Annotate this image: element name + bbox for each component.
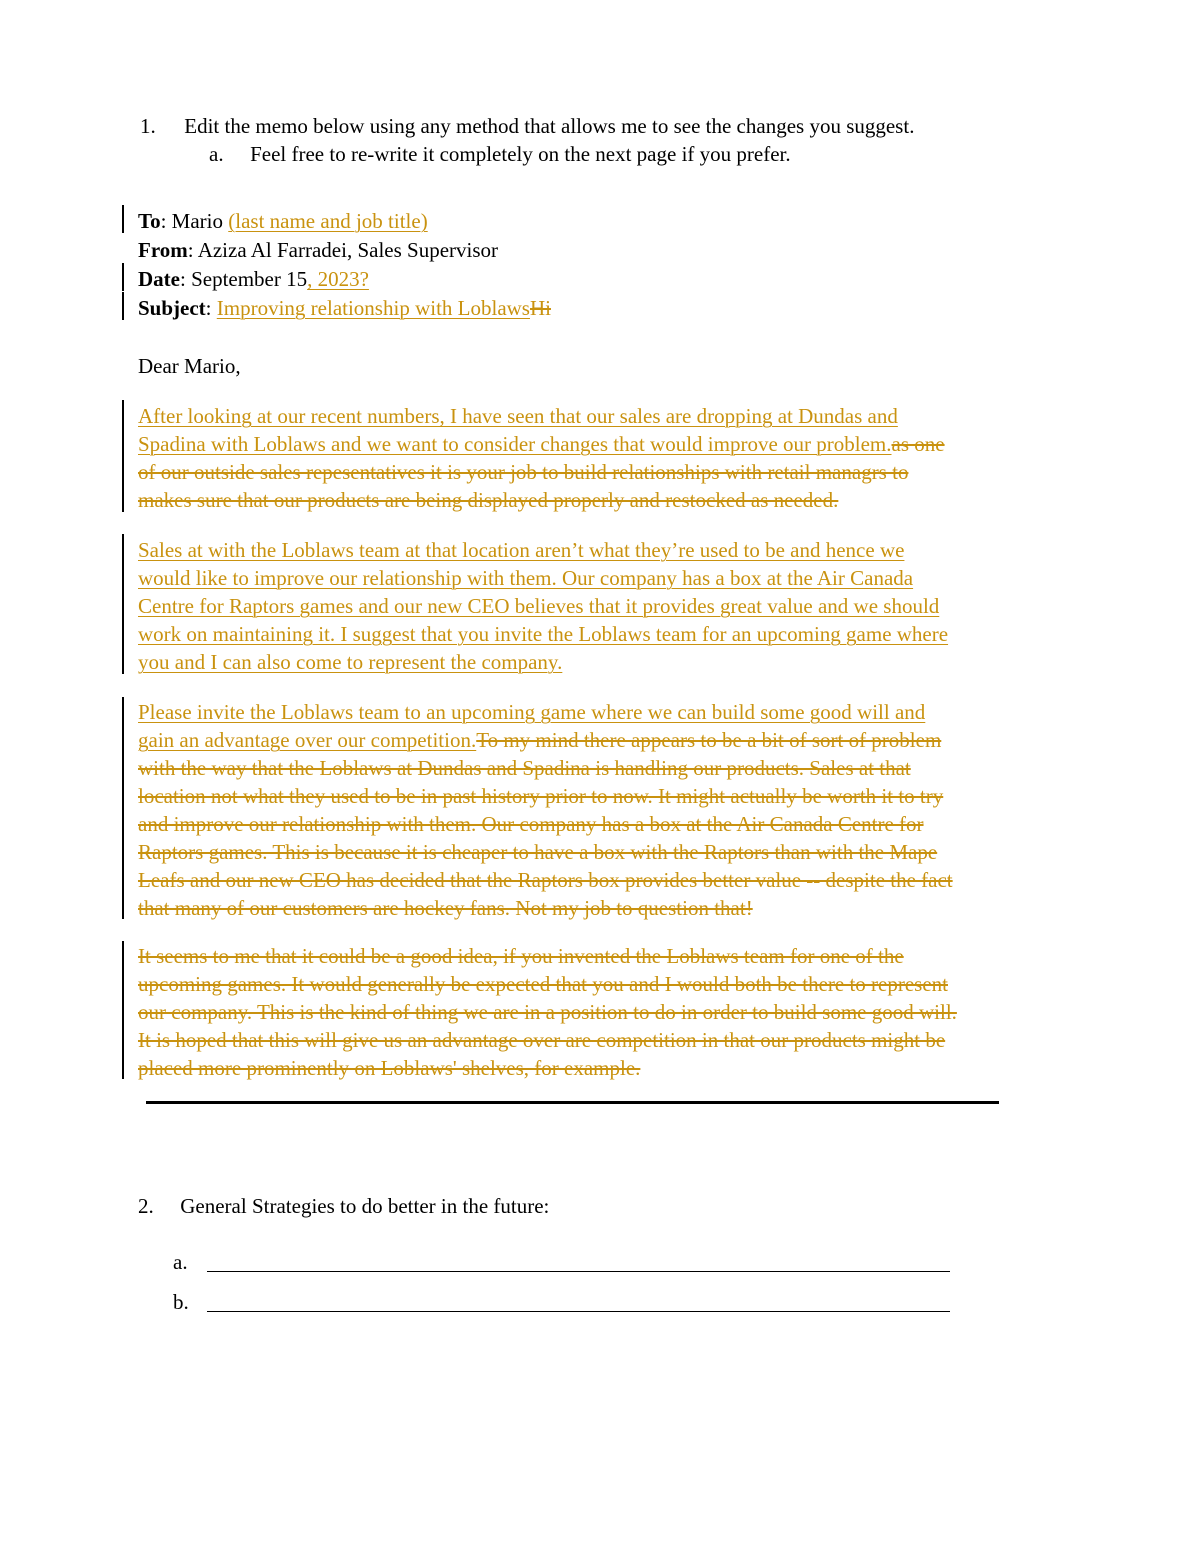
instruction-1a (209, 140, 791, 168)
tracked-deletion: makes sure that our products are being displayed properly and restocked as needed. (138, 488, 839, 512)
change-bar (122, 400, 124, 512)
to-label: To (138, 209, 161, 233)
paragraph-3-line (138, 782, 943, 810)
memo-to (138, 207, 428, 235)
to-value: : Mario (160, 209, 229, 233)
paragraph-3-line (138, 894, 753, 922)
paragraph-4-line (138, 1026, 945, 1054)
tracked-deletion: our company. This is the kind of thing we are in a position to do in order to build some good will. (138, 1000, 957, 1024)
paragraph-3-line (138, 810, 924, 838)
paragraph-1-line (138, 430, 945, 458)
tracked-insertion: After looking at our recent numbers, I have seen that our sales are dropping at Dundas and (138, 404, 898, 428)
change-bar (122, 263, 124, 291)
tracked-insertion: , 2023? (307, 267, 369, 291)
memo-subject (138, 294, 551, 322)
tracked-insertion: work on maintaining it. I suggest that you invite the Loblaws team for an upcoming game where (138, 622, 949, 646)
tracked-deletion: It is hoped that this will give us an advantage over are competition in that our products might be (138, 1028, 946, 1052)
tracked-deletion: To my mind there appears to be a bit of sort of problem (476, 728, 942, 752)
section-divider (146, 1101, 999, 1104)
tracked-insertion: Centre for Raptors games and our new CEO believes that it provides great value and we should (138, 594, 940, 618)
change-bar (122, 941, 124, 1079)
from-value: : Aziza Al Farradei, Sales Supervisor (187, 238, 499, 262)
strategy-a-letter (173, 1248, 188, 1276)
tracked-insertion: gain an advantage over our competition. (138, 728, 477, 752)
subject-colon: : (205, 296, 217, 320)
paragraph-2-line (138, 592, 939, 620)
tracked-insertion: would like to improve our relationship with them. Our company has a box at the Air Canada (138, 566, 914, 590)
tracked-deletion: Raptors games. This is because it is cheaper to have a box with the Raptors than with the Mape (138, 840, 938, 864)
tracked-insertion: Sales at with the Loblaws team at that location aren’t what they’re used to be and hence we (138, 538, 905, 562)
paragraph-1-line (138, 402, 898, 430)
change-bar (122, 205, 124, 233)
tracked-deletion: Leafs and our new CEO has decided that the Raptors box provides better value -- despite the fact (138, 868, 953, 892)
paragraph-3-line (138, 754, 911, 782)
tracked-insertion: you and I can also come to represent the company. (138, 650, 563, 674)
paragraph-3-line (138, 726, 941, 754)
memo-from (138, 236, 498, 264)
strategy-b-letter (173, 1288, 189, 1316)
strategies-heading (138, 1192, 549, 1220)
paragraph-1-line (138, 458, 908, 486)
date-label: Date (138, 267, 180, 291)
tracked-deletion: and improve our relationship with them. Our company has a box at the Air Canada Centre for (138, 812, 924, 836)
paragraph-4-line (138, 942, 904, 970)
salutation-text: Dear Mario, (138, 354, 241, 378)
list-letter: b. (173, 1290, 189, 1314)
strategies-title: General Strategies to do better in the future: (180, 1194, 550, 1218)
tracked-deletion: as one (891, 432, 945, 456)
tracked-insertion: (last name and job title) (228, 209, 428, 233)
list-letter: a. (173, 1250, 188, 1274)
list-number: 2. (138, 1194, 154, 1218)
paragraph-4-line (138, 970, 948, 998)
tracked-insertion: Please invite the Loblaws team to an upcoming game where we can build some good will and (138, 700, 926, 724)
tracked-deletion: of our outside sales repesentatives it is your job to build relationships with retail managrs to (138, 460, 909, 484)
instruction-text: Edit the memo below using any method that allows me to see the changes you suggest. (184, 114, 915, 138)
tracked-deletion: placed more prominently on Loblaws' shelves, for example. (138, 1056, 641, 1080)
instruction-1 (140, 112, 914, 140)
strategy-a-blank[interactable] (207, 1271, 950, 1272)
subject-label: Subject (138, 296, 206, 320)
paragraph-4-line (138, 1054, 640, 1082)
paragraph-4-line (138, 998, 957, 1026)
tracked-deletion: that many of our customers are hockey fans. Not my job to question that! (138, 896, 753, 920)
tracked-insertion: Improving relationship with Loblaws (216, 296, 530, 320)
change-bar (122, 697, 124, 919)
paragraph-3-line (138, 698, 925, 726)
memo-date (138, 265, 369, 293)
from-label: From (138, 238, 188, 262)
paragraph-3-line (138, 838, 937, 866)
tracked-deletion: with the way that the Loblaws at Dundas and Spadina is handling our products. Sales at that (138, 756, 911, 780)
instruction-subtext: Feel free to re-write it completely on the next page if you prefer. (250, 142, 791, 166)
date-value: : September 15 (179, 267, 308, 291)
list-number: 1. (140, 114, 156, 138)
tracked-deletion: Hi (529, 296, 551, 320)
tracked-deletion: upcoming games. It would generally be expected that you and I would both be there to represent (138, 972, 948, 996)
list-letter: a. (209, 142, 224, 166)
paragraph-3-line (138, 866, 953, 894)
tracked-deletion: location not what they used to be in past history prior to now. It might actually be worth it to try (138, 784, 944, 808)
tracked-insertion: Spadina with Loblaws and we want to consider changes that would improve our problem. (138, 432, 892, 456)
tracked-deletion: It seems to me that it could be a good idea, if you invented the Loblaws team for one of the (138, 944, 904, 968)
salutation (138, 352, 241, 380)
paragraph-2-line (138, 648, 562, 676)
paragraph-1-line (138, 486, 838, 514)
change-bar (122, 534, 124, 674)
change-bar (122, 292, 124, 320)
paragraph-2-line (138, 564, 913, 592)
strategy-b-blank[interactable] (207, 1311, 950, 1312)
paragraph-2-line (138, 536, 904, 564)
paragraph-2-line (138, 620, 948, 648)
